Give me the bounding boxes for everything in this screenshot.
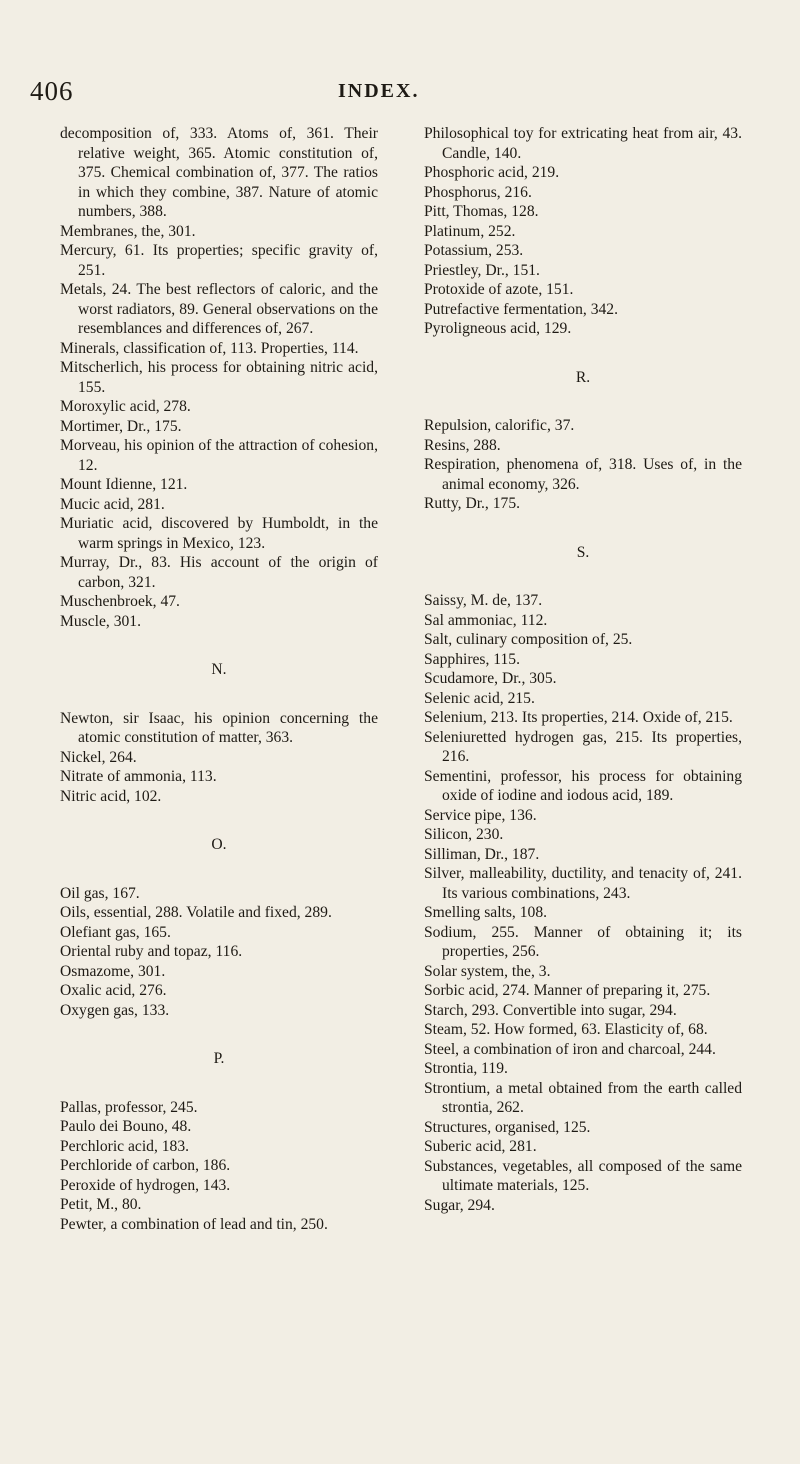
index-entry: Morveau, his opinion of the attraction of cohesion, 12. bbox=[60, 437, 378, 474]
index-entry: Metals, 24. The best reflectors of caloric, and the worst radiators, 89. General observations on the resemblances and differences of, 267. bbox=[60, 281, 378, 337]
index-entry: Structures, organised, 125. bbox=[424, 1118, 591, 1136]
index-entry: Protoxide of azote, 151. bbox=[424, 281, 574, 298]
index-entry: Paulo dei Bouno, 48. bbox=[60, 1118, 192, 1135]
index-entry: Muschenbroek, 47. bbox=[60, 593, 180, 610]
index-entry: Oil gas, 167. bbox=[60, 884, 140, 902]
index-entry: Pitt, Thomas, 128. bbox=[424, 203, 539, 220]
index-entry: Sugar, 294. bbox=[424, 1196, 495, 1214]
index-entry: Sorbic acid, 274. Manner of preparing it, 275. bbox=[424, 982, 711, 999]
index-entry: Perchloride of carbon, 186. bbox=[60, 1157, 231, 1174]
index-entry: Sodium, 255. Manner of obtaining it; its properties, 256. bbox=[424, 923, 742, 960]
index-entry: Philosophical toy for extricating heat from air, 43. Candle, 140. bbox=[424, 125, 742, 162]
index-entry: Repulsion, calorific, 37. bbox=[424, 417, 575, 434]
index-entry: Strontium, a metal obtained from the earth called strontia, 262. bbox=[424, 1079, 742, 1116]
index-entry: Respiration, phenomena of, 318. Uses of, in the animal economy, 326. bbox=[424, 456, 742, 493]
index-entry: Priestley, Dr., 151. bbox=[424, 261, 540, 279]
index-entry: Mercury, 61. Its properties; specific gravity of, 251. bbox=[60, 242, 378, 279]
index-entry: Phosphoric acid, 219. bbox=[424, 164, 560, 181]
index-entry: Moroxylic acid, 278. bbox=[60, 398, 191, 415]
section-letter: P. bbox=[213, 1050, 225, 1067]
index-entry: Oxalic acid, 276. bbox=[60, 982, 167, 999]
index-entry: Mitscherlich, his process for obtaining nitric acid, 155. bbox=[60, 359, 378, 396]
index-entry: Peroxide of hydrogen, 143. bbox=[60, 1176, 231, 1194]
index-entry: Phosphorus, 216. bbox=[424, 183, 532, 201]
index-entry: Oriental ruby and topaz, 116. bbox=[60, 943, 243, 960]
index-entry: Seleniuretted hydrogen gas, 215. Its properties, 216. bbox=[424, 728, 742, 765]
index-entry: Salt, culinary composition of, 25. bbox=[424, 631, 633, 648]
index-entry: Steel, a combination of iron and charcoal, 244. bbox=[424, 1040, 716, 1058]
index-entry: Silliman, Dr., 187. bbox=[424, 845, 540, 863]
index-entry: Steam, 52. How formed, 63. Elasticity of, 68. bbox=[424, 1021, 708, 1038]
index-entry: Mortimer, Dr., 175. bbox=[60, 417, 182, 435]
index-entry: Muscle, 301. bbox=[60, 612, 141, 630]
index-entry: Sementini, professor, his process for obtaining oxide of iodine and iodous acid, 189. bbox=[424, 767, 742, 804]
index-column-right bbox=[424, 124, 742, 1215]
index-entry: Perchloric acid, 183. bbox=[60, 1137, 190, 1155]
index-entry: Sapphires, 115. bbox=[424, 650, 521, 668]
section-letter: N. bbox=[211, 661, 227, 678]
index-entry: Nickel, 264. bbox=[60, 748, 137, 766]
index-entry: Oxygen gas, 133. bbox=[60, 1001, 170, 1019]
index-entry: Newton, sir Isaac, his opinion concerning the atomic constitution of matter, 363. bbox=[60, 709, 378, 746]
index-column-left bbox=[60, 124, 378, 1234]
index-entry: Smelling salts, 108. bbox=[424, 904, 548, 921]
index-entry: Osmazome, 301. bbox=[60, 962, 166, 980]
index-entry: Saissy, M. de, 137. bbox=[424, 592, 543, 609]
index-entry: Service pipe, 136. bbox=[424, 806, 537, 824]
index-entry: Strontia, 119. bbox=[424, 1060, 508, 1077]
index-entry: Putrefactive fermentation, 342. bbox=[424, 300, 618, 318]
index-entry: Silver, malleability, ductility, and tenacity of, 241. Its various combinations, 243. bbox=[424, 865, 742, 902]
index-entry: Pewter, a combination of lead and tin, 250. bbox=[60, 1215, 328, 1233]
index-entry: Rutty, Dr., 175. bbox=[424, 495, 521, 512]
index-entry: Oils, essential, 288. Volatile and fixed, 289. bbox=[60, 904, 332, 921]
index-entry: Nitrate of ammonia, 113. bbox=[60, 768, 217, 785]
index-entry: Resins, 288. bbox=[424, 436, 501, 454]
index-entry: Platinum, 252. bbox=[424, 222, 516, 240]
section-letter: R. bbox=[575, 368, 591, 386]
index-entry: Silicon, 230. bbox=[424, 826, 504, 843]
page-number: 406 bbox=[30, 76, 74, 106]
index-entry: decomposition of, 333. Atoms of, 361. Their relative weight, 365. Atomic constitution of, 375. Chemical combination of, 377. The ratios in which they combine, 387. Nature of atomic numbers, 388. bbox=[60, 125, 378, 220]
index-entry: Substances, vegetables, all composed of the same ultimate materials, 125. bbox=[424, 1157, 742, 1194]
index-entry: Olefiant gas, 165. bbox=[60, 923, 171, 941]
index-entry: Muriatic acid, discovered by Humboldt, in the warm springs in Mexico, 123. bbox=[60, 515, 378, 552]
section-letter: O. bbox=[211, 836, 227, 853]
index-entry: Mount Idienne, 121. bbox=[60, 476, 188, 493]
index-entry: Suberic acid, 281. bbox=[424, 1138, 537, 1155]
section-letter: S. bbox=[576, 543, 590, 561]
index-entry: Murray, Dr., 83. His account of the origin of carbon, 321. bbox=[60, 554, 378, 591]
index-entry: Membranes, the, 301. bbox=[60, 222, 196, 240]
index-entry: Mucic acid, 281. bbox=[60, 495, 165, 513]
index-entry: Scudamore, Dr., 305. bbox=[424, 670, 557, 687]
index-entry: Pyroligneous acid, 129. bbox=[424, 320, 572, 337]
index-entry: Nitric acid, 102. bbox=[60, 787, 162, 805]
index-entry: Selenic acid, 215. bbox=[424, 689, 535, 707]
index-entry: Pallas, professor, 245. bbox=[60, 1098, 198, 1116]
index-entry: Minerals, classification of, 113. Properties, 114. bbox=[60, 339, 359, 357]
index-entry: Sal ammoniac, 112. bbox=[424, 611, 548, 629]
index-entry: Solar system, the, 3. bbox=[424, 962, 551, 980]
index-entry: Starch, 293. Convertible into sugar, 294. bbox=[424, 1001, 677, 1019]
running-head: INDEX. bbox=[338, 80, 420, 102]
index-entry: Selenium, 213. Its properties, 214. Oxide of, 215. bbox=[424, 709, 733, 726]
index-entry: Petit, M., 80. bbox=[60, 1196, 142, 1213]
index-entry: Potassium, 253. bbox=[424, 242, 524, 259]
page-header bbox=[30, 76, 770, 112]
